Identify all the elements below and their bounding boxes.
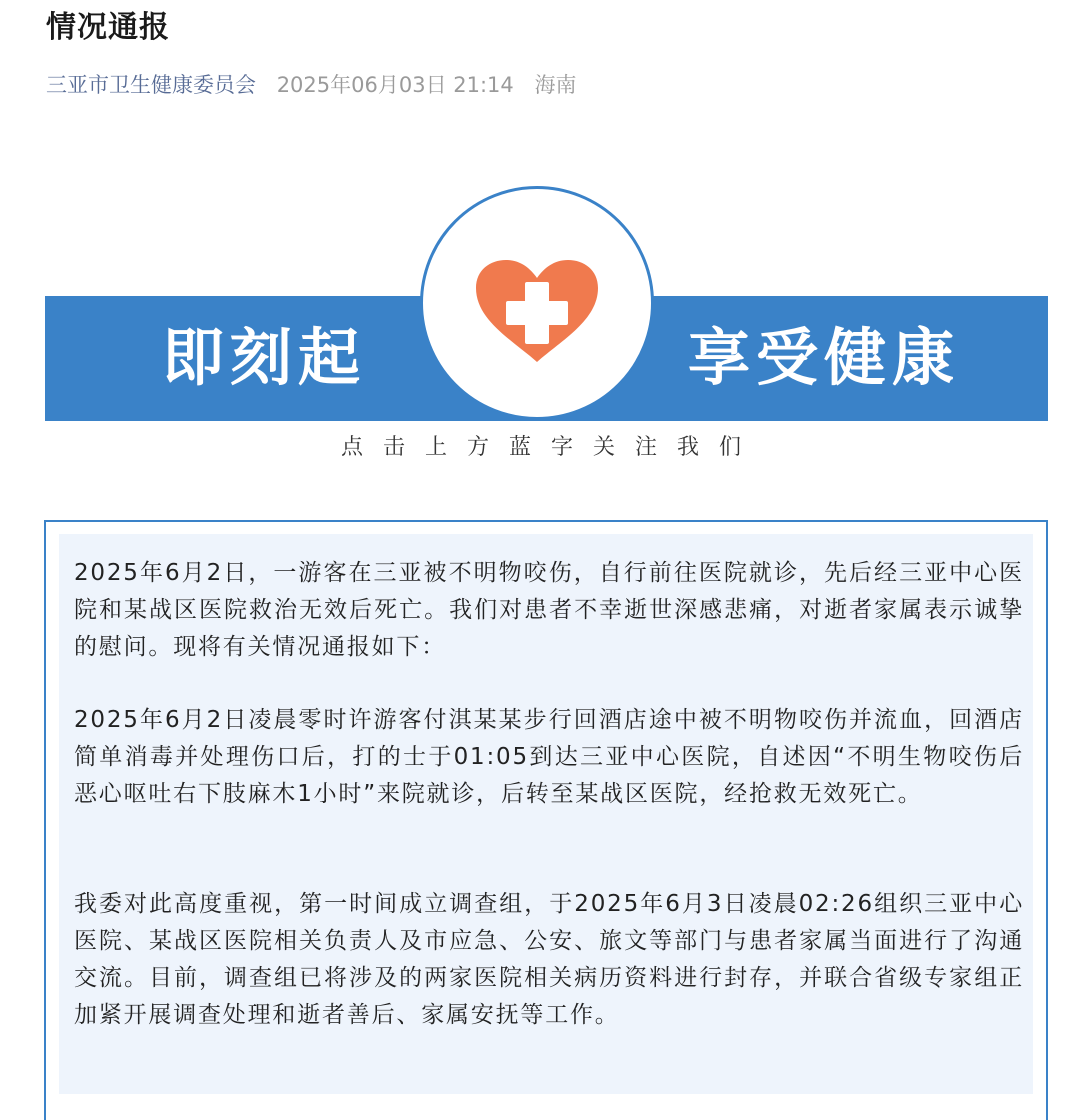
banner-left-text: 即刻起 [162, 321, 367, 394]
paragraph-response: 我委对此高度重视，第一时间成立调查组，于2025年6月3日凌晨02:26组织三亚中心医院、某战区医院相关负责人及市应急、公安、旅文等部门与患者家属当面进行了沟通交流。目前，调查组已将涉及的两家医院相关病历资料进行封存，并联合省级专家组正加紧开展调查处理和逝者善后、家属安抚等工作。 [74, 891, 1024, 1028]
paragraph-incident: 2025年6月2日凌晨零时许游客付淇某某步行回酒店途中被不明物咬伤并流血，回酒店简单消毒并处理伤口后，打的士于01:05到达三亚中心医院，自述因“不明生物咬伤后恶心呕吐右下肢麻木1小时”来院就诊，后转至某战区医院，经抢救无效死亡。 [74, 707, 1024, 807]
article-meta [46, 68, 576, 102]
account-name-link[interactable]: 三亚市卫生健康委员会 [46, 73, 256, 97]
paragraph-intro: 2025年6月2日，一游客在三亚被不明物咬伤，自行前往医院就诊，先后经三亚中心医院和某战区医院救治无效后死亡。我们对患者不幸逝世深感悲痛，对逝者家属表示诚挚的慰问。现将有关情况通报如下： [74, 560, 1024, 660]
heart-cross-icon [472, 258, 602, 368]
publish-location: 海南 [534, 73, 577, 97]
article-title: 情况通报 [46, 10, 170, 45]
follow-us-text: 点击上方蓝字关注我们 [340, 435, 761, 460]
publish-date: 2025年06月03日 21:14 [276, 73, 514, 97]
banner-right-text: 享受健康 [688, 321, 961, 394]
